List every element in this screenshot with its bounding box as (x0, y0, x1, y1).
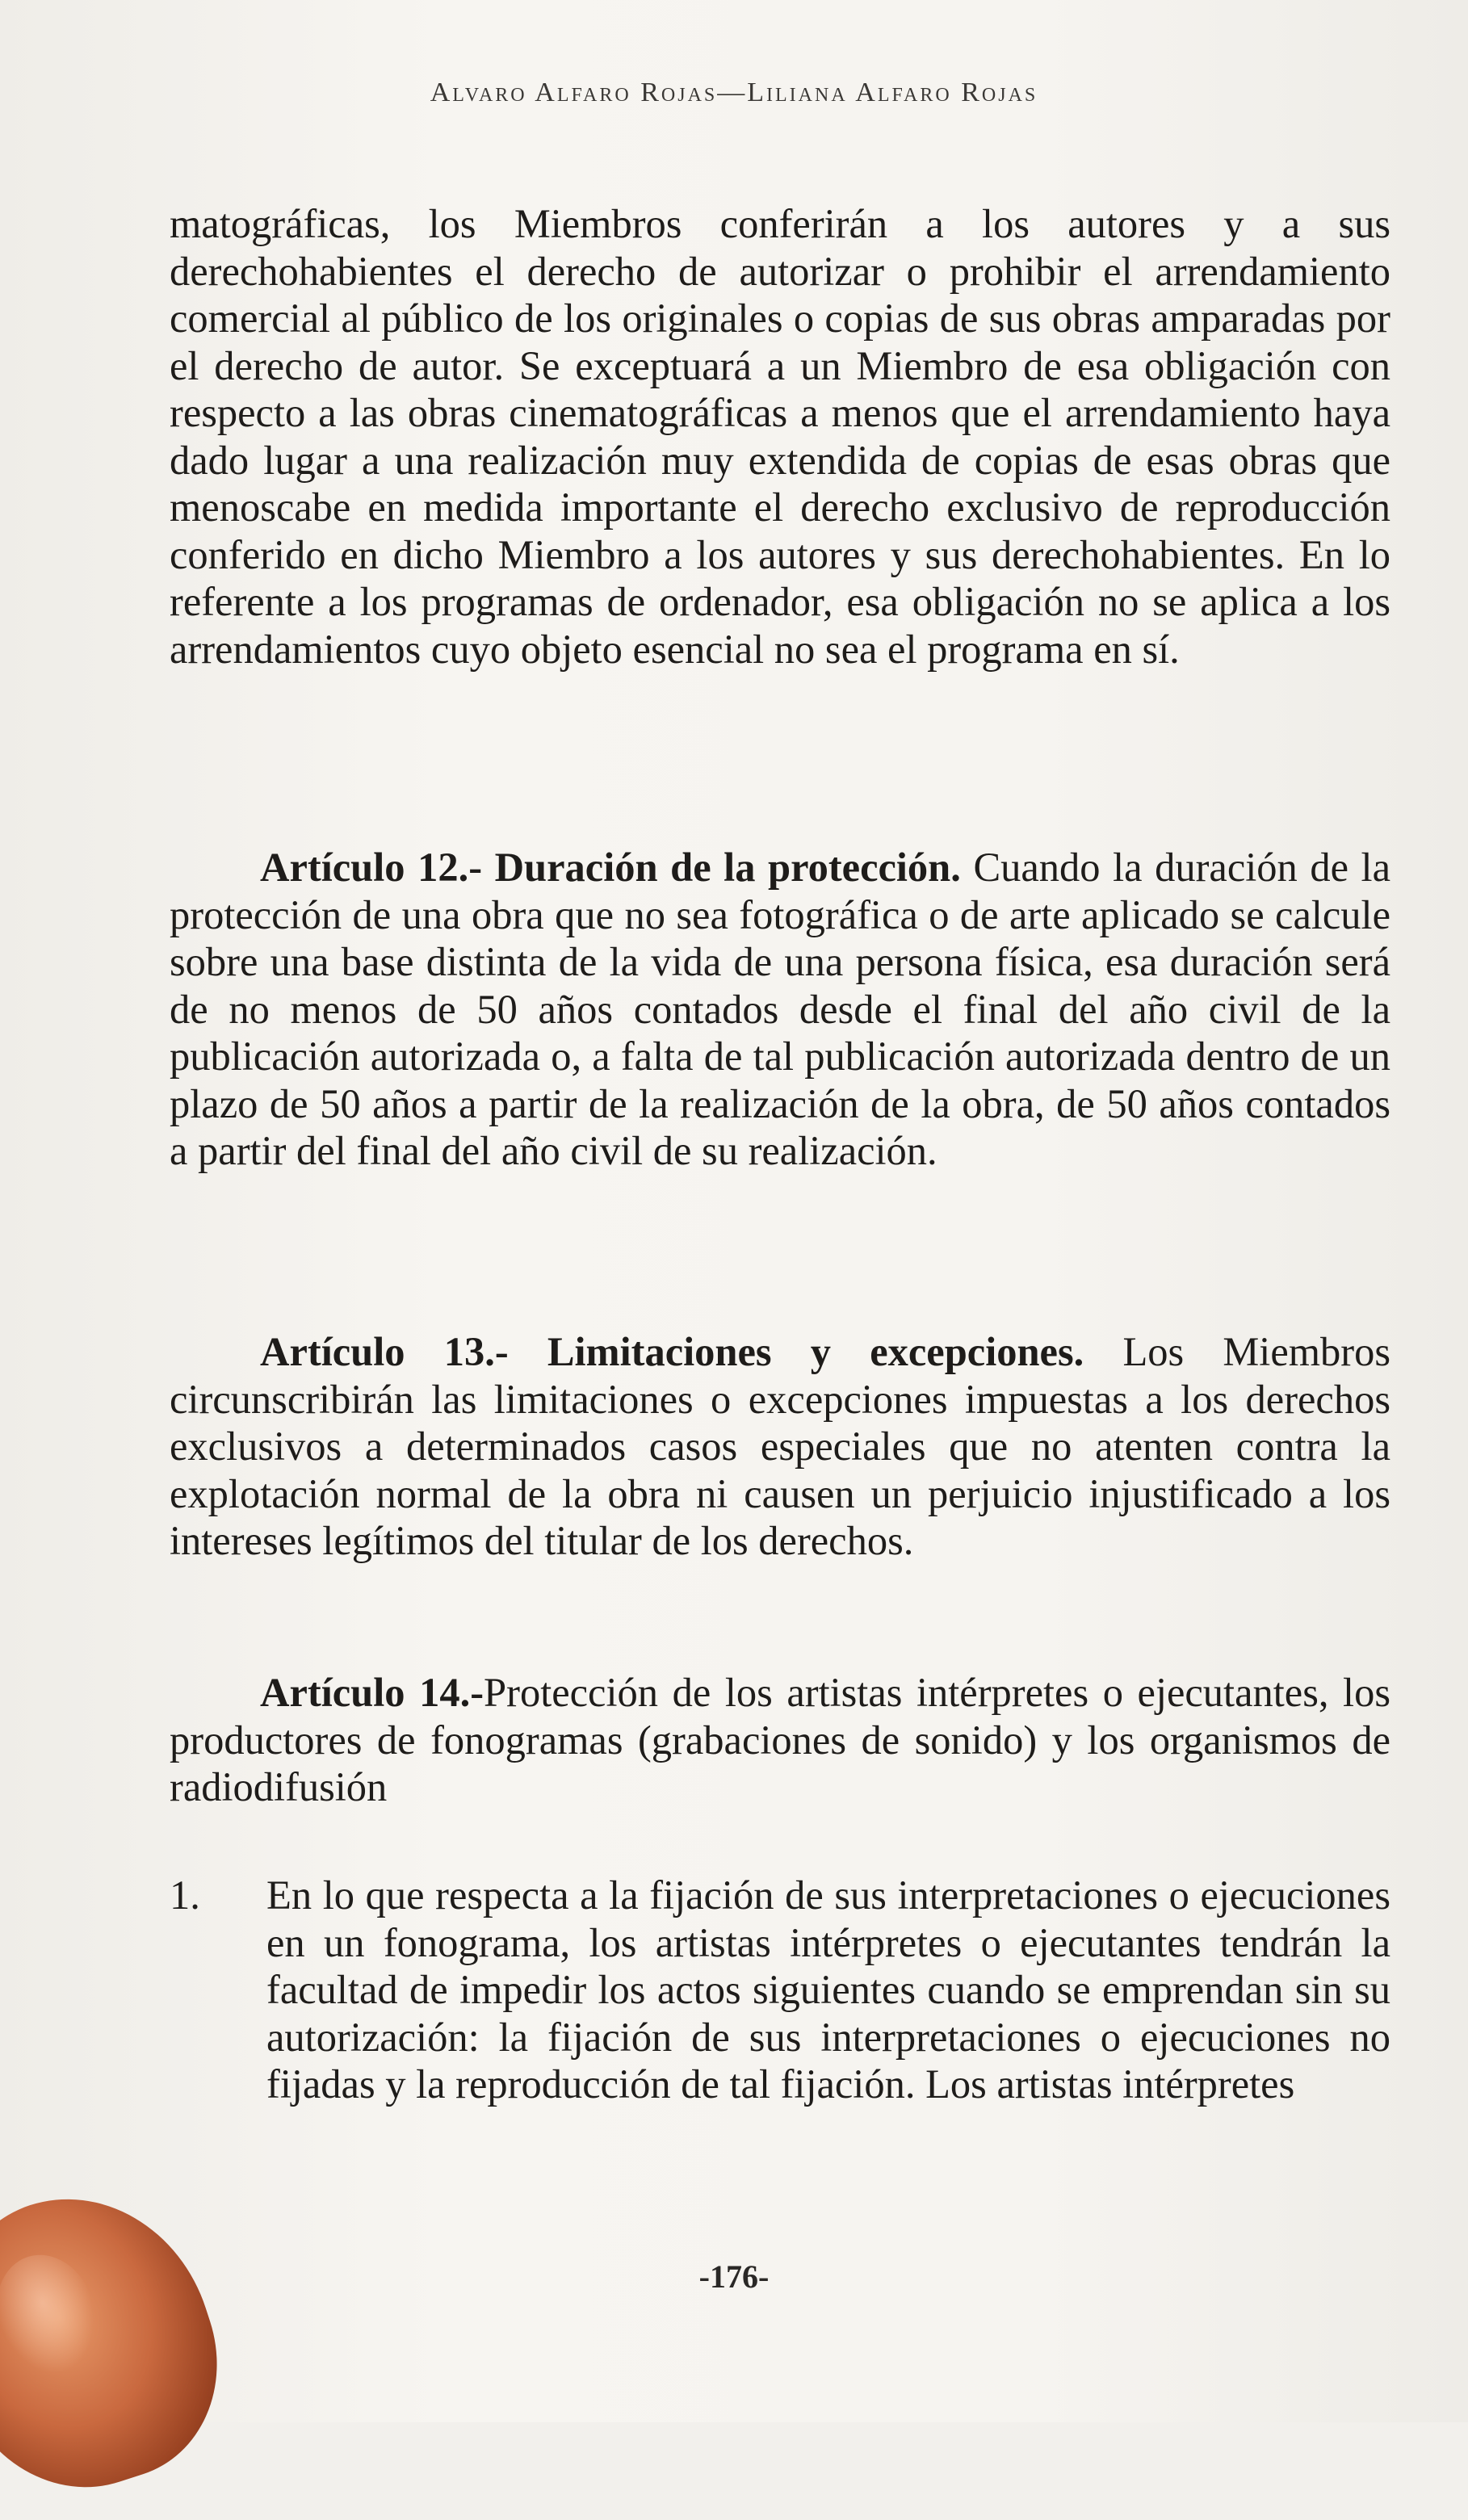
article-14-paragraph (170, 1669, 1390, 1811)
article-13-body: Los Miembros circunscribirán las limitaciones o excepciones impuestas a los derechos exclusivos a determinados casos especiales que no atenten contra la explotación normal de la obra ni causen un perjuicio injustificado a los intereses legítimos del titular de los derechos. (170, 1329, 1390, 1563)
article-12-body: Cuando la duración de la protección de una obra que no sea fotográfica o de arte aplicado se calcule sobre una base distinta de la vida de una persona física, esa duración será de no menos de 50 años contados desde el final del año civil de la publicación autorizada o, a falta de tal publicación autorizada dentro de un plazo de 50 años a partir de la realización de la obra, de 50 años contados a partir del final del año civil de su realización. (170, 845, 1391, 1173)
thumb-holding-page (0, 2163, 249, 2519)
page-number: -176- (698, 2258, 770, 2295)
running-header: Alvaro Alfaro Rojas—Liliana Alfaro Rojas (430, 78, 1038, 107)
article-14-heading: Artículo 14.- (260, 1670, 484, 1715)
list-number: 1. (170, 1872, 200, 1918)
paragraph-continuation (170, 200, 1390, 673)
list-item-1 (170, 1872, 1390, 2108)
article-13-heading: Artículo 13.- Limitaciones y excepciones. (260, 1329, 1084, 1374)
paragraph-text: matográficas, los Miembros conferirán a los autores y a sus derechohabientes el derecho de autorizar o prohibir el arrendamiento comercial al público de los originales o copias de sus obras amparadas por el derecho de autor. Se exceptuará a un Miembro de esa obligación con respecto a las obras cinematográficas a menos que el arrendamiento haya dado lugar a una realización muy extendida de copias de esas obras que menoscabe en medida importante el derecho exclusivo de reproducción conferido en dicho Miembro a los autores y sus derechohabientes. En lo referente a los programas de ordenador, esa obligación no se aplica a los arrendamientos cuyo objeto esencial no sea el programa en sí. (170, 201, 1390, 672)
article-12-paragraph (170, 844, 1390, 1175)
article-13-paragraph (170, 1328, 1390, 1565)
article-12 (170, 844, 1390, 1175)
thumbnail-highlight (0, 2242, 111, 2388)
article-12-heading: Artículo 12.- Duración de la protección. (260, 845, 961, 890)
article-14 (170, 1669, 1390, 1811)
list-item-text: En lo que respecta a la fijación de sus interpretaciones o ejecuciones en un fonograma, los artistas intérpretes o ejecutantes tendrán la facultad de impedir los actos siguientes cuando se emprendan sin su autorización: la fijación de sus interpretaciones o ejecuciones no fijadas y la reproducción de tal fijación. Los artistas intérpretes (266, 1872, 1390, 2107)
article-13 (170, 1328, 1390, 1565)
article-14-body: Protección de los artistas intérpretes o ejecutantes, los productores de fonogramas (grabaciones de sonido) y los organismos de radiodifusión (170, 1670, 1390, 1809)
